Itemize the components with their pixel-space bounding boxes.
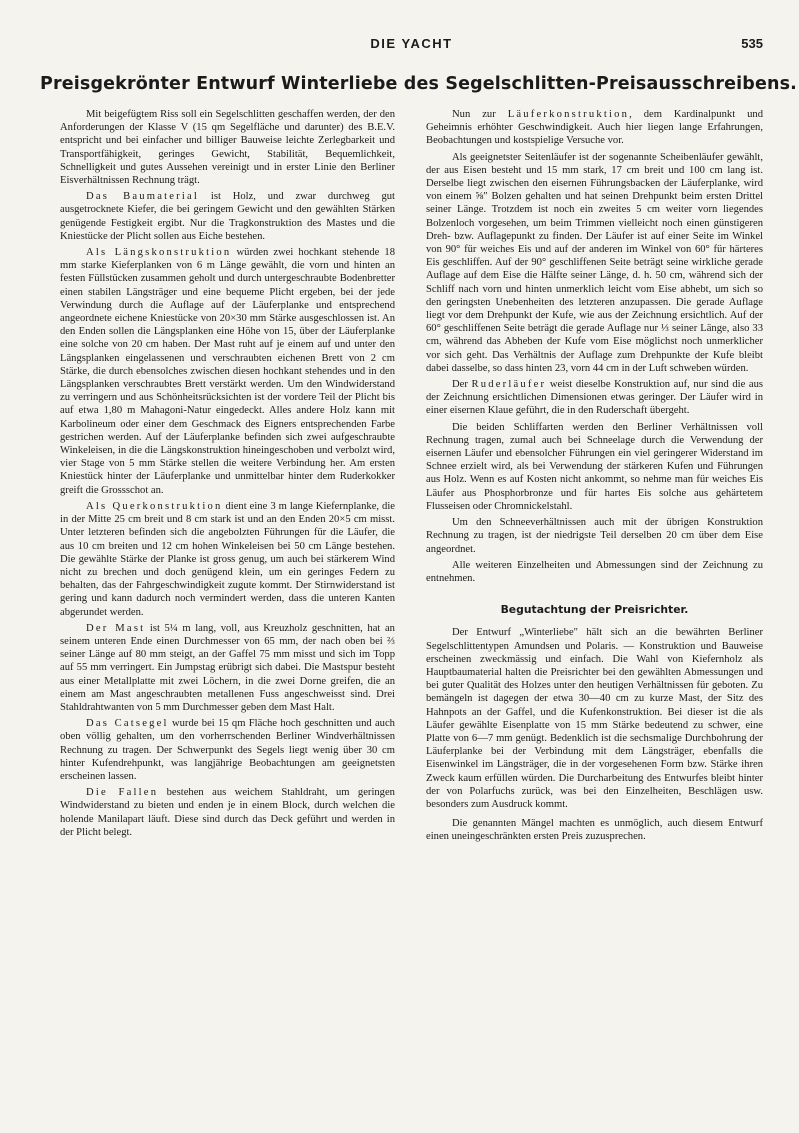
paragraph: Der Ruderläufer weist dieselbe Konstruktion auf, nur sind die aus der Zeichnung ersichtlichen Dimensionen etwas geringer. Der Läufer wird in einer eisernen Klaue geführt, die in den Ruderschaft übergeht. — [426, 379, 763, 417]
spaced-lead: Das Catsegel — [86, 718, 169, 730]
spaced-lead: Als Längskonstruktion — [86, 247, 232, 259]
paragraph: Die beiden Schliffarten werden den Berliner Verhältnissen voll Rechnung tragen, zumal auch bei Schneelage durch die Verwendung der eisernen Läufer und ebensolcher Führungen ein viel geringerer Widerstand im Schnee erzielt wird, als bei Verwendung der stärkeren Kufen und Führungen aus Holz. Wenn es auf Kosten nicht ankommt, so nehme man für weiches Eis Läufer aus Phosphorbronze und für hartes Eis solche aus gehärtetem Flusseisen oder Chromnickelstahl. — [426, 421, 763, 512]
left-column — [60, 108, 395, 842]
paragraph: Nun zur Läuferkonstruktion, dem Kardinalpunkt und Geheimnis erhöhter Geschwindigkeit. Auch hier liegen lange Erfahrungen, Beobachtungen und kostspielige Versuche vor. — [426, 109, 763, 147]
spaced-lead: Das Baumaterial — [86, 191, 200, 203]
paragraph: Alle weiteren Einzelheiten und Abmessungen sind der Zeichnung zu entnehmen. — [426, 559, 763, 584]
paragraph: Der Entwurf „Winterliebe" hält sich an die bewährten Berliner Segelschlittentypen Amundsen und Polaris. — Konstruktion und Bauweise erscheinen zweckmässig und einfach. Die Wahl von Kiefernholz als Hauptbaumaterial halten die Preisrichter bei den gewählten Abmessungen und bei guter Qualität des Holzes unter den heutigen Verhältnissen für geboten. Zu bemängeln ist dagegen der etwa 30—40 cm zu kurze Mast, der Sitz des Hahnpots an der Gaffel, und die Kufenkonstruktion. Bei dieser ist die als Läufer gewählte Eisenplatte von 15 mm Stärke bedeutend zu schwer, eine Platte von 6—7 mm genügt. Bedenklich ist die sechsmalige Durchbohrung der Läuferplanke bei der Verbindung mit dem Längsträger, ebenfalls die Eisenwinkel im Längsträger, die in der vorgesehenen Form bzw. Stärke ihren Zweck kaum erfüllen würden. Die Durcharbeitung des Entwurfes bleibt hinter der von Polarfuchs zurück, was bei den Einzelheiten, Beschlägen usw. besonders zum Ausdruck kommt. — [426, 627, 763, 810]
paragraph: Die genannten Mängel machten es unmöglich, auch diesem Entwurf einen uneingeschränkten ersten Preis zuzusprechen. — [426, 818, 763, 843]
article-title: Preisgekrönter Entwurf Winterliebe des Segelschlitten-Preisausschreibens. — [40, 74, 797, 94]
spaced-lead: Als Querkonstruktion — [86, 500, 223, 512]
journal-name: DIE YACHT — [370, 36, 453, 51]
spaced-lead: Die Fallen — [86, 787, 159, 799]
paragraph: Das Catsegel wurde bei 15 qm Fläche hoch geschnitten und auch oben völlig gehalten, um den vorherrschenden Berliner Windverhältnissen Rechnung zu tragen. Der Schwerpunkt des Segels liegt wenig über 30 cm hinter Kufendrehpunkt, was langjährige Beobachtungen am geeignetsten erscheinen lassen. — [60, 718, 395, 782]
paragraph: Der Mast ist 5¼ m lang, voll, aus Kreuzholz geschnitten, hat an seinem unteren Ende einen Durchmesser von 65 mm, der nach oben bei ⅔ seiner Länge auf 80 mm steigt, an der Gaffel 75 mm misst und sich im Topp auf 55 mm verringert. Ein Jumpstag erübrigt sich dabei. Die Mastspur besteht aus einer Metallplatte mit zwei Löchern, in die zwei Dorne greifen, die an einem am Mast angeschraubten metallenen Fuss angeschweisst sind. Drei Stahldrahtwanten von 5 mm Durchmesser geben dem Mast Halt. — [60, 622, 395, 713]
paragraph: Um den Schneeverhältnissen auch mit der übrigen Konstruktion Rechnung zu tragen, ist der niedrigste Teil derselben 20 cm über dem Eise angeordnet. — [426, 517, 763, 555]
right-column — [426, 108, 763, 847]
spaced-lead: Der Mast — [86, 622, 146, 634]
spaced-lead: Läuferkonstruktion — [507, 109, 630, 120]
paragraph: Das Baumaterial ist Holz, und zwar durchweg gut ausgetrocknete Kiefer, die bei geringem Gewicht und den gewählten Stärken genügende Festigkeit ergibt. Nur die Tragkonstruktion des Mastes und die Kniestücke der Plicht sollen aus Eiche bestehen. — [60, 191, 395, 242]
paragraph: Als geeignetster Seitenläufer ist der sogenannte Scheibenläufer gewählt, der aus Eisen besteht und 15 mm stark, 17 cm breit und 100 cm lang ist. Derselbe liegt zwischen den eisernen Führungsbacken der Läuferplanke, wird von einem ⅝″ Bolzen gehalten und hat seinen Drehpunkt beim ersten Drittel seiner Länge. Trotzdem ist noch ein zweites 5 cm weiter vorn liegendes Bolzenloch vorgesehen, um beim Trimmen vielleicht noch einen günstigeren Dreh- bzw. Auflagepunkt zu finden. Der Läufer ist auf einer Seite im Winkel von 90° für weiches Eis und auf der anderen im Winkel von 60° für härteres Eis geschliffen. Auf der 90° geschliffenen Seite beträgt seine wirkliche gerade Auflage auf dem Eise die Hälfte seiner Länge, d. h. 50 cm, während sich der Schliff nach vorn und hinten unmerklich leicht vom Eise abhebt, um sich so den geringsten Unebenheiten des letzteren anzupassen. Die gerade Auflage liegt vor dem Drehpunkt der Kufe, wie aus der Zeichnung ersichtlich. Auf der 60° geschliffenen Seite beträgt die gerade Auflage nur ⅓ seiner Länge, also 33 cm, während das Abheben der Kufe vom Eise möglichst noch unmerklicher vor sich geht. Das Verhältnis der Auflage zum Drehpunkte der Kufe bleibt dabei dasselbe, so dass hinten 23, vorn 44 cm in der Luft schweben würden. — [426, 151, 763, 374]
section-subheading: Begutachtung der Preisrichter. — [500, 603, 689, 617]
paragraph: Als Querkonstruktion dient eine 3 m lange Kiefernplanke, die in der Mitte 25 cm breit und 8 cm stark ist und an den Enden 20×5 cm misst. Unter letzteren befinden sich die angebolzten Führungen für die Läufer, die aus 10 cm breiten und 12 cm hohen Winkeleisen bei 50 cm Länge bestehen. Die gewählte Stärke der Planke ist gross genug, um auch bei stärkerem Wind nicht zu brechen und doch genügend klein, um ein geringes Federn zu behalten, das der Fahrgeschwindigkeit zugute kommt. Der Stirnwiderstand ist gering und kann dadurch noch vermindert werden, dass die unteren Kanten abgerundet werden. — [60, 500, 395, 618]
paragraph: Mit beigefügtem Riss soll ein Segelschlitten geschaffen werden, der den Anforderungen der Klasse V (15 qm Segelfläche und darunter) des B.E.V. entspricht und bei einfacher und billiger Bauweise leichte Zerlegbarkeit und Transportfähigkeit, geringes Gewicht, Stabilität, Bequemlichkeit, Schnelligkeit und gutes Aussehen vereinigt und in erster Linie den Berliner Eisverhältnissen Rechnung trägt. — [60, 109, 395, 187]
paragraph: Als Längskonstruktion würden zwei hochkant stehende 18 mm starke Kieferplanken von 6 m Länge gewählt, die vorn und hinten an festen Füllstücken zusammen geholt und durch untergeschraubte Bodenbretter einen stabilen Längsträger und eine bequeme Plicht ergeben, bei der jede Verwindung durch die Auflage auf der Läuferplanke und entsprechend angeordnete eichene Kniestücke von 20×30 mm Stärke ausgeschlossen ist. An den Enden sollen die Längsplanken eine Höhe von 15, über der Läuferplanke eine solche von 20 cm haben. Der Mast ruht auf je einem auf und unter den Längsplanken eingelassenen und verschraubten eichenen Brett von 2 cm Stärke, die durch ebensolches zwischen diesen hochkant stehendes und in den Längsplanken verschraubtes Brett verstärkt werden. Um den Windwiderstand zu verringern und aus Schönheitsrücksichten ist der vordere Teil der Plicht bis auf etwa 1,80 m Mahagoni-Natur eingedeckt. Alles andere Holz kann mit Karbolineum oder einer dem Geschmack des Eigners entsprechenden Farbe gestrichen werden. Auf der Läuferplanke befinden sich zwei aufgeschraubte Winkeleisen, in die die Längskonstruktion hineingeschoben und verbolzt wird, vier Stage von 5 mm Stärke stellen die weitere Verbindung her. Am ersten Kniestück hinter der Läuferplanke und unmittelbar hinter dem Ruderkokker greift die Grossschot an. — [60, 247, 396, 496]
paragraph: Die Fallen bestehen aus weichem Stahldraht, um geringen Windwiderstand zu bieten und enden je in einem Block, durch welchen die holende Manilapart läuft. Diese sind durch das Deck geführt und werden in der Plicht belegt. — [60, 787, 395, 838]
running-header — [60, 36, 763, 54]
page-number: 535 — [741, 36, 763, 51]
spaced-lead: Ruderläufer — [471, 379, 547, 391]
